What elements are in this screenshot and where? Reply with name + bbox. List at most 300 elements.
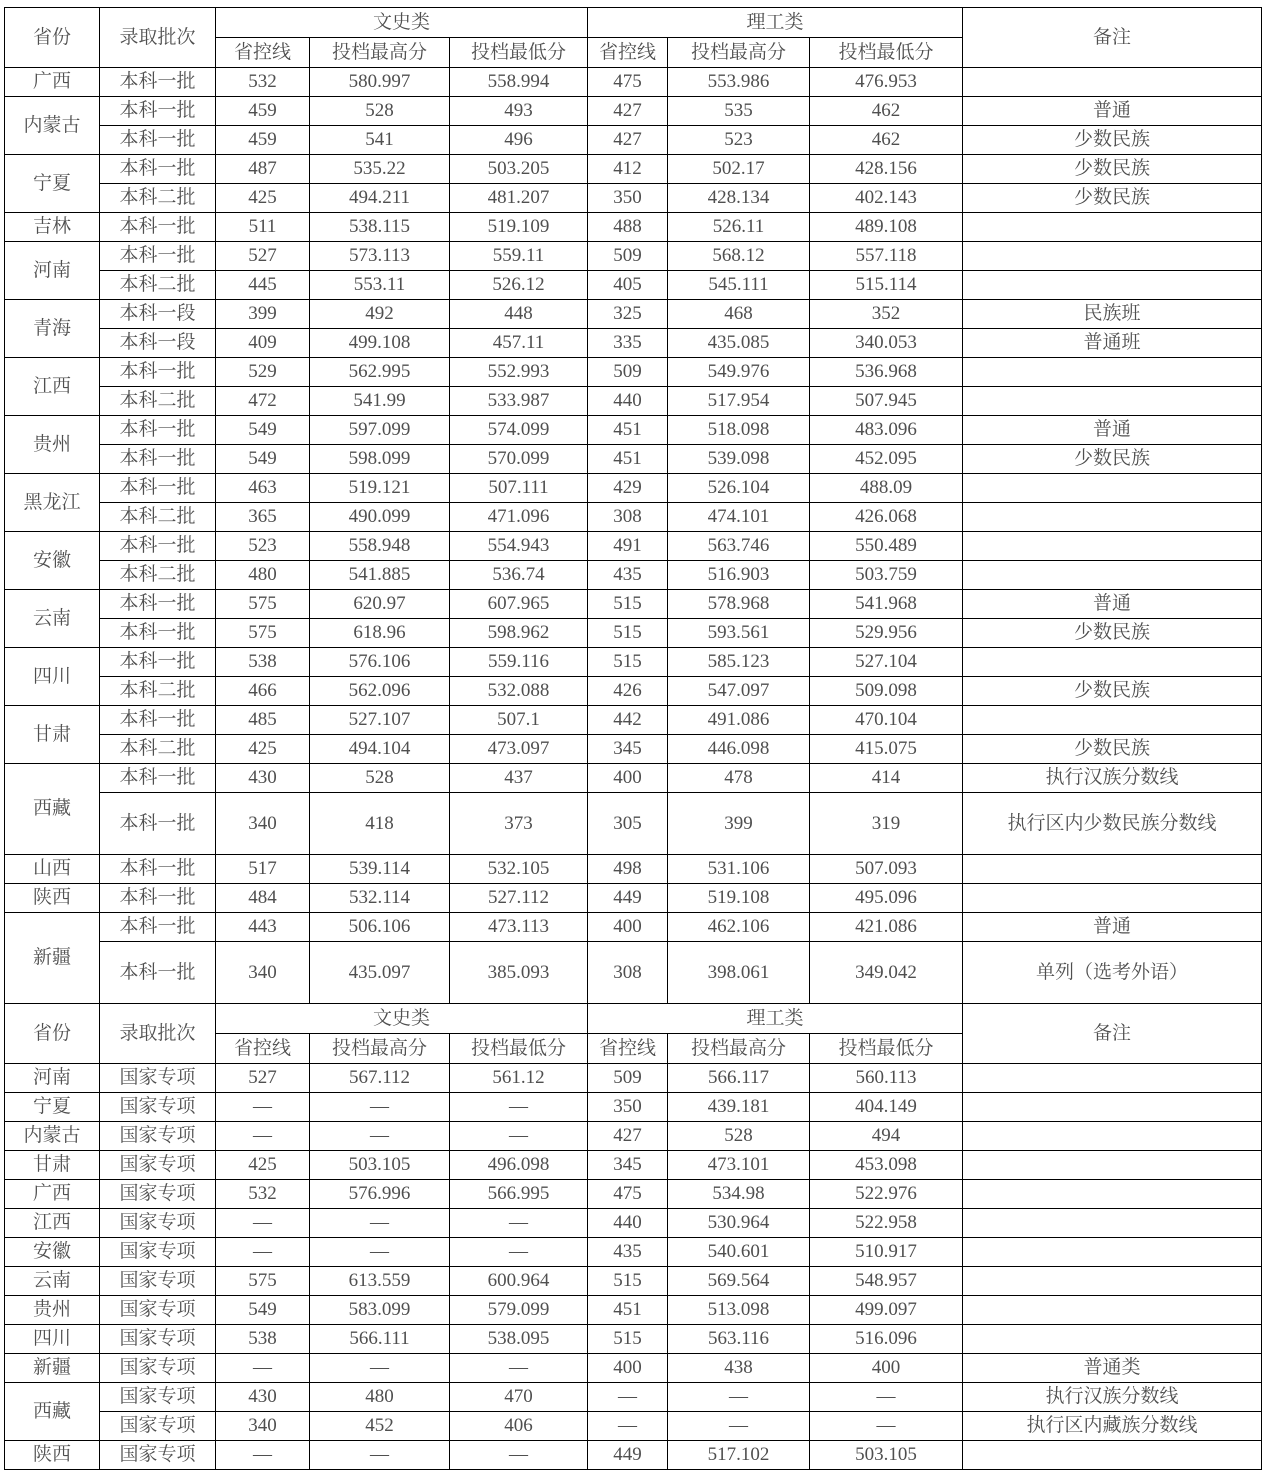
batch-cell: 国家专项	[100, 1296, 216, 1325]
score-cell: 507.945	[810, 387, 963, 416]
score-cell: 509	[588, 1064, 668, 1093]
score-cell: 305	[588, 793, 668, 855]
remark-cell	[963, 532, 1262, 561]
score-cell: 308	[588, 942, 668, 1004]
score-cell: 527.112	[450, 884, 588, 913]
table-row	[5, 329, 1262, 358]
remark-cell	[963, 1122, 1262, 1151]
score-cell: —	[450, 1122, 588, 1151]
score-cell: 466	[216, 677, 310, 706]
score-cell: 527	[216, 1064, 310, 1093]
score-cell: 530.964	[668, 1209, 810, 1238]
remark-cell	[963, 1151, 1262, 1180]
batch-cell: 本科一批	[100, 855, 216, 884]
score-cell: —	[216, 1093, 310, 1122]
score-cell: 448	[450, 300, 588, 329]
table-row	[5, 97, 1262, 126]
score-cell: 452	[310, 1412, 450, 1441]
batch-cell: 国家专项	[100, 1412, 216, 1441]
score-cell: 618.96	[310, 619, 450, 648]
score-cell: 549	[216, 416, 310, 445]
score-cell: 488	[588, 213, 668, 242]
score-cell: 452.095	[810, 445, 963, 474]
score-cell: 503.105	[310, 1151, 450, 1180]
table-row	[5, 1209, 1262, 1238]
score-cell: 440	[588, 387, 668, 416]
score-cell: —	[216, 1441, 310, 1470]
score-cell: 443	[216, 913, 310, 942]
batch-cell: 国家专项	[100, 1064, 216, 1093]
header-province: 省份	[5, 1004, 100, 1064]
score-cell: 559.116	[450, 648, 588, 677]
score-cell: 340	[216, 942, 310, 1004]
header-batch: 录取批次	[100, 8, 216, 68]
score-cell: 491	[588, 532, 668, 561]
header-arts-group: 文史类	[216, 8, 588, 38]
score-cell: 593.561	[668, 619, 810, 648]
score-cell: 509	[588, 242, 668, 271]
score-cell: 570.099	[450, 445, 588, 474]
score-cell: 519.108	[668, 884, 810, 913]
province-cell: 陕西	[5, 884, 100, 913]
score-cell: 531.106	[668, 855, 810, 884]
table-row	[5, 1412, 1262, 1441]
score-cell: 496.098	[450, 1151, 588, 1180]
batch-cell: 本科一批	[100, 126, 216, 155]
score-cell: 400	[588, 764, 668, 793]
remark-cell: 少数民族	[963, 619, 1262, 648]
header-science-group: 理工类	[588, 1004, 963, 1034]
province-cell: 江西	[5, 358, 100, 416]
header-min-score: 投档最低分	[810, 1034, 963, 1064]
score-cell: 446.098	[668, 735, 810, 764]
province-cell: 四川	[5, 648, 100, 706]
score-cell: 325	[588, 300, 668, 329]
batch-cell: 本科一批	[100, 242, 216, 271]
province-cell: 安徽	[5, 1238, 100, 1267]
remark-cell: 少数民族	[963, 445, 1262, 474]
score-cell: 519.121	[310, 474, 450, 503]
score-cell: 526.104	[668, 474, 810, 503]
score-cell: 335	[588, 329, 668, 358]
remark-cell	[963, 1180, 1262, 1209]
province-cell: 云南	[5, 590, 100, 648]
score-cell: 494	[810, 1122, 963, 1151]
header-control-line: 省控线	[216, 38, 310, 68]
remark-cell: 普通班	[963, 329, 1262, 358]
header-control-line: 省控线	[216, 1034, 310, 1064]
score-cell: 442	[588, 706, 668, 735]
score-cell: 523	[216, 532, 310, 561]
batch-cell: 本科一批	[100, 648, 216, 677]
score-cell: 538	[216, 648, 310, 677]
score-cell: 549	[216, 1296, 310, 1325]
score-cell: 404.149	[810, 1093, 963, 1122]
header-max-score: 投档最高分	[310, 1034, 450, 1064]
remark-cell	[963, 648, 1262, 677]
score-cell: 528	[310, 764, 450, 793]
score-cell: 598.962	[450, 619, 588, 648]
header-remark: 备注	[963, 8, 1262, 68]
score-cell: 559.11	[450, 242, 588, 271]
table-row	[5, 300, 1262, 329]
province-cell: 甘肃	[5, 1151, 100, 1180]
batch-cell: 本科一批	[100, 619, 216, 648]
score-cell: 459	[216, 126, 310, 155]
score-cell: —	[588, 1412, 668, 1441]
score-cell: 414	[810, 764, 963, 793]
remark-cell	[963, 1238, 1262, 1267]
remark-cell	[963, 358, 1262, 387]
score-cell: —	[310, 1122, 450, 1151]
score-cell: 430	[216, 1383, 310, 1412]
score-cell: 402.143	[810, 184, 963, 213]
score-cell: 352	[810, 300, 963, 329]
province-cell: 贵州	[5, 1296, 100, 1325]
score-cell: 613.559	[310, 1267, 450, 1296]
score-cell: 418	[310, 793, 450, 855]
score-cell: 489.108	[810, 213, 963, 242]
province-cell: 云南	[5, 1267, 100, 1296]
score-cell: 528	[668, 1122, 810, 1151]
score-cell: 503.759	[810, 561, 963, 590]
batch-cell: 国家专项	[100, 1180, 216, 1209]
header-science-group: 理工类	[588, 8, 963, 38]
header-max-score: 投档最高分	[310, 38, 450, 68]
score-cell: —	[450, 1209, 588, 1238]
remark-cell	[963, 706, 1262, 735]
score-cell: 480	[216, 561, 310, 590]
score-cell: 519.109	[450, 213, 588, 242]
score-cell: 535	[668, 97, 810, 126]
province-cell: 贵州	[5, 416, 100, 474]
batch-cell: 国家专项	[100, 1093, 216, 1122]
score-cell: —	[216, 1209, 310, 1238]
province-cell: 黑龙江	[5, 474, 100, 532]
score-cell: —	[216, 1122, 310, 1151]
table-row	[5, 271, 1262, 300]
table-row	[5, 1064, 1262, 1093]
remark-cell	[963, 1325, 1262, 1354]
score-cell: 532	[216, 1180, 310, 1209]
score-cell: 575	[216, 619, 310, 648]
score-cell: 451	[588, 445, 668, 474]
batch-cell: 本科一批	[100, 155, 216, 184]
score-cell: 566.117	[668, 1064, 810, 1093]
remark-cell: 普通	[963, 97, 1262, 126]
province-cell: 吉林	[5, 213, 100, 242]
score-cell: 445	[216, 271, 310, 300]
score-cell: 435	[588, 1238, 668, 1267]
header-max-score: 投档最高分	[668, 38, 810, 68]
batch-cell: 本科一段	[100, 300, 216, 329]
score-cell: 481.207	[450, 184, 588, 213]
score-cell: 600.964	[450, 1267, 588, 1296]
batch-cell: 本科一批	[100, 884, 216, 913]
remark-cell	[963, 68, 1262, 97]
score-cell: 620.97	[310, 590, 450, 619]
score-cell: 534.98	[668, 1180, 810, 1209]
score-cell: 340	[216, 1412, 310, 1441]
score-cell: 528	[310, 97, 450, 126]
header-arts-group: 文史类	[216, 1004, 588, 1034]
score-cell: 557.118	[810, 242, 963, 271]
province-cell: 西藏	[5, 1383, 100, 1441]
batch-cell: 本科一批	[100, 793, 216, 855]
table-row	[5, 855, 1262, 884]
batch-cell: 国家专项	[100, 1383, 216, 1412]
score-cell: 558.948	[310, 532, 450, 561]
score-cell: 472	[216, 387, 310, 416]
remark-cell: 单列（选考外语）	[963, 942, 1262, 1004]
score-cell: 399	[668, 793, 810, 855]
score-cell: 492	[310, 300, 450, 329]
score-cell: 438	[668, 1354, 810, 1383]
score-cell: 365	[216, 503, 310, 532]
header-control-line: 省控线	[588, 38, 668, 68]
header-remark: 备注	[963, 1004, 1262, 1064]
score-cell: 470	[450, 1383, 588, 1412]
score-cell: 574.099	[450, 416, 588, 445]
batch-cell: 本科一批	[100, 532, 216, 561]
score-cell: 569.564	[668, 1267, 810, 1296]
score-cell: 515.114	[810, 271, 963, 300]
province-cell: 陕西	[5, 1441, 100, 1470]
remark-cell: 少数民族	[963, 155, 1262, 184]
batch-cell: 本科一批	[100, 445, 216, 474]
score-cell: 527.107	[310, 706, 450, 735]
score-cell: 517.954	[668, 387, 810, 416]
score-cell: 541	[310, 126, 450, 155]
score-cell: 516.903	[668, 561, 810, 590]
table-row	[5, 942, 1262, 1004]
province-cell: 江西	[5, 1209, 100, 1238]
score-cell: 538	[216, 1325, 310, 1354]
province-cell: 广西	[5, 68, 100, 97]
score-cell: 575	[216, 590, 310, 619]
score-cell: 522.958	[810, 1209, 963, 1238]
table-row	[5, 1267, 1262, 1296]
score-cell: 567.112	[310, 1064, 450, 1093]
table-row	[5, 387, 1262, 416]
score-cell: 499.108	[310, 329, 450, 358]
batch-cell: 本科一批	[100, 764, 216, 793]
batch-cell: 本科一批	[100, 358, 216, 387]
batch-cell: 本科一批	[100, 474, 216, 503]
score-cell: 427	[588, 97, 668, 126]
score-cell: 475	[588, 1180, 668, 1209]
score-cell: 462	[810, 126, 963, 155]
remark-cell	[963, 1093, 1262, 1122]
remark-cell: 普通	[963, 416, 1262, 445]
remark-cell	[963, 503, 1262, 532]
score-cell: 350	[588, 1093, 668, 1122]
score-cell: 463	[216, 474, 310, 503]
table-row	[5, 1180, 1262, 1209]
score-cell: 488.09	[810, 474, 963, 503]
table-row	[5, 561, 1262, 590]
province-cell: 河南	[5, 1064, 100, 1093]
score-cell: 529	[216, 358, 310, 387]
score-cell: 349.042	[810, 942, 963, 1004]
score-cell: 399	[216, 300, 310, 329]
score-cell: 549	[216, 445, 310, 474]
batch-cell: 本科二批	[100, 271, 216, 300]
score-cell: 427	[588, 1122, 668, 1151]
header-min-score: 投档最低分	[810, 38, 963, 68]
score-cell: —	[450, 1354, 588, 1383]
header-min-score: 投档最低分	[450, 1034, 588, 1064]
score-cell: 475	[588, 68, 668, 97]
score-cell: 385.093	[450, 942, 588, 1004]
table-row	[5, 1441, 1262, 1470]
score-cell: 491.086	[668, 706, 810, 735]
score-cell: 517	[216, 855, 310, 884]
batch-cell: 本科二批	[100, 735, 216, 764]
score-cell: 532.114	[310, 884, 450, 913]
table-row	[5, 619, 1262, 648]
table-row	[5, 706, 1262, 735]
score-cell: 573.113	[310, 242, 450, 271]
score-cell: 522.976	[810, 1180, 963, 1209]
score-cell: 437	[450, 764, 588, 793]
header-max-score: 投档最高分	[668, 1034, 810, 1064]
remark-cell	[963, 884, 1262, 913]
score-cell: 515	[588, 619, 668, 648]
table-row	[5, 1325, 1262, 1354]
score-cell: 538.115	[310, 213, 450, 242]
batch-cell: 国家专项	[100, 1209, 216, 1238]
score-cell: 527	[216, 242, 310, 271]
score-cell: 457.11	[450, 329, 588, 358]
batch-cell: 本科一批	[100, 416, 216, 445]
table-row	[5, 1383, 1262, 1412]
score-cell: 425	[216, 1151, 310, 1180]
province-cell: 新疆	[5, 1354, 100, 1383]
score-cell: 415.075	[810, 735, 963, 764]
score-cell: 494.104	[310, 735, 450, 764]
score-cell: 517.102	[668, 1441, 810, 1470]
batch-cell: 本科一批	[100, 706, 216, 735]
batch-cell: 本科一段	[100, 329, 216, 358]
score-cell: 548.957	[810, 1267, 963, 1296]
score-cell: 494.211	[310, 184, 450, 213]
score-cell: 563.116	[668, 1325, 810, 1354]
table-row	[5, 1093, 1262, 1122]
score-cell: 526.11	[668, 213, 810, 242]
score-cell: 462.106	[668, 913, 810, 942]
remark-cell: 少数民族	[963, 184, 1262, 213]
score-cell: —	[668, 1383, 810, 1412]
score-cell: 474.101	[668, 503, 810, 532]
score-cell: 560.113	[810, 1064, 963, 1093]
score-cell: 435.085	[668, 329, 810, 358]
score-cell: 319	[810, 793, 963, 855]
header-row	[5, 8, 1262, 38]
remark-cell: 普通类	[963, 1354, 1262, 1383]
score-cell: 430	[216, 764, 310, 793]
province-cell: 广西	[5, 1180, 100, 1209]
remark-cell	[963, 242, 1262, 271]
remark-cell	[963, 271, 1262, 300]
score-cell: 507.1	[450, 706, 588, 735]
remark-cell	[963, 1441, 1262, 1470]
admission-score-table	[4, 7, 1262, 1470]
score-cell: 503.105	[810, 1441, 963, 1470]
batch-cell: 国家专项	[100, 1441, 216, 1470]
score-cell: 509.098	[810, 677, 963, 706]
batch-cell: 本科二批	[100, 677, 216, 706]
table-row	[5, 126, 1262, 155]
table-row	[5, 503, 1262, 532]
remark-cell: 普通	[963, 913, 1262, 942]
score-cell: 532.088	[450, 677, 588, 706]
score-cell: 451	[588, 1296, 668, 1325]
remark-cell	[963, 561, 1262, 590]
score-cell: 468	[668, 300, 810, 329]
score-cell: 493	[450, 97, 588, 126]
score-cell: 562.995	[310, 358, 450, 387]
province-cell: 内蒙古	[5, 97, 100, 155]
score-cell: 495.096	[810, 884, 963, 913]
score-cell: 529.956	[810, 619, 963, 648]
score-cell: 373	[450, 793, 588, 855]
score-cell: 553.11	[310, 271, 450, 300]
score-cell: 515	[588, 648, 668, 677]
score-cell: 597.099	[310, 416, 450, 445]
score-cell: 440	[588, 1209, 668, 1238]
remark-cell: 普通	[963, 590, 1262, 619]
table-row	[5, 184, 1262, 213]
remark-cell	[963, 855, 1262, 884]
header-province: 省份	[5, 8, 100, 68]
remark-cell: 执行区内藏族分数线	[963, 1412, 1262, 1441]
province-cell: 新疆	[5, 913, 100, 1004]
score-cell: 470.104	[810, 706, 963, 735]
remark-cell	[963, 1267, 1262, 1296]
table-body	[5, 8, 1262, 1470]
score-cell: 499.097	[810, 1296, 963, 1325]
score-cell: 406	[450, 1412, 588, 1441]
score-cell: 515	[588, 1325, 668, 1354]
score-cell: 568.12	[668, 242, 810, 271]
score-cell: 536.74	[450, 561, 588, 590]
score-cell: —	[310, 1093, 450, 1122]
score-cell: 539.098	[668, 445, 810, 474]
score-cell: —	[810, 1412, 963, 1441]
score-cell: 585.123	[668, 648, 810, 677]
province-cell: 青海	[5, 300, 100, 358]
score-cell: 539.114	[310, 855, 450, 884]
score-cell: 507.111	[450, 474, 588, 503]
score-cell: —	[450, 1441, 588, 1470]
table-row	[5, 1296, 1262, 1325]
score-cell: —	[216, 1238, 310, 1267]
score-cell: —	[668, 1412, 810, 1441]
score-cell: 426.068	[810, 503, 963, 532]
table-row	[5, 68, 1262, 97]
score-cell: 400	[810, 1354, 963, 1383]
table-row	[5, 648, 1262, 677]
score-cell: 409	[216, 329, 310, 358]
table-row	[5, 764, 1262, 793]
score-cell: 506.106	[310, 913, 450, 942]
remark-cell: 民族班	[963, 300, 1262, 329]
batch-cell: 国家专项	[100, 1354, 216, 1383]
batch-cell: 国家专项	[100, 1238, 216, 1267]
province-cell: 安徽	[5, 532, 100, 590]
score-cell: 421.086	[810, 913, 963, 942]
